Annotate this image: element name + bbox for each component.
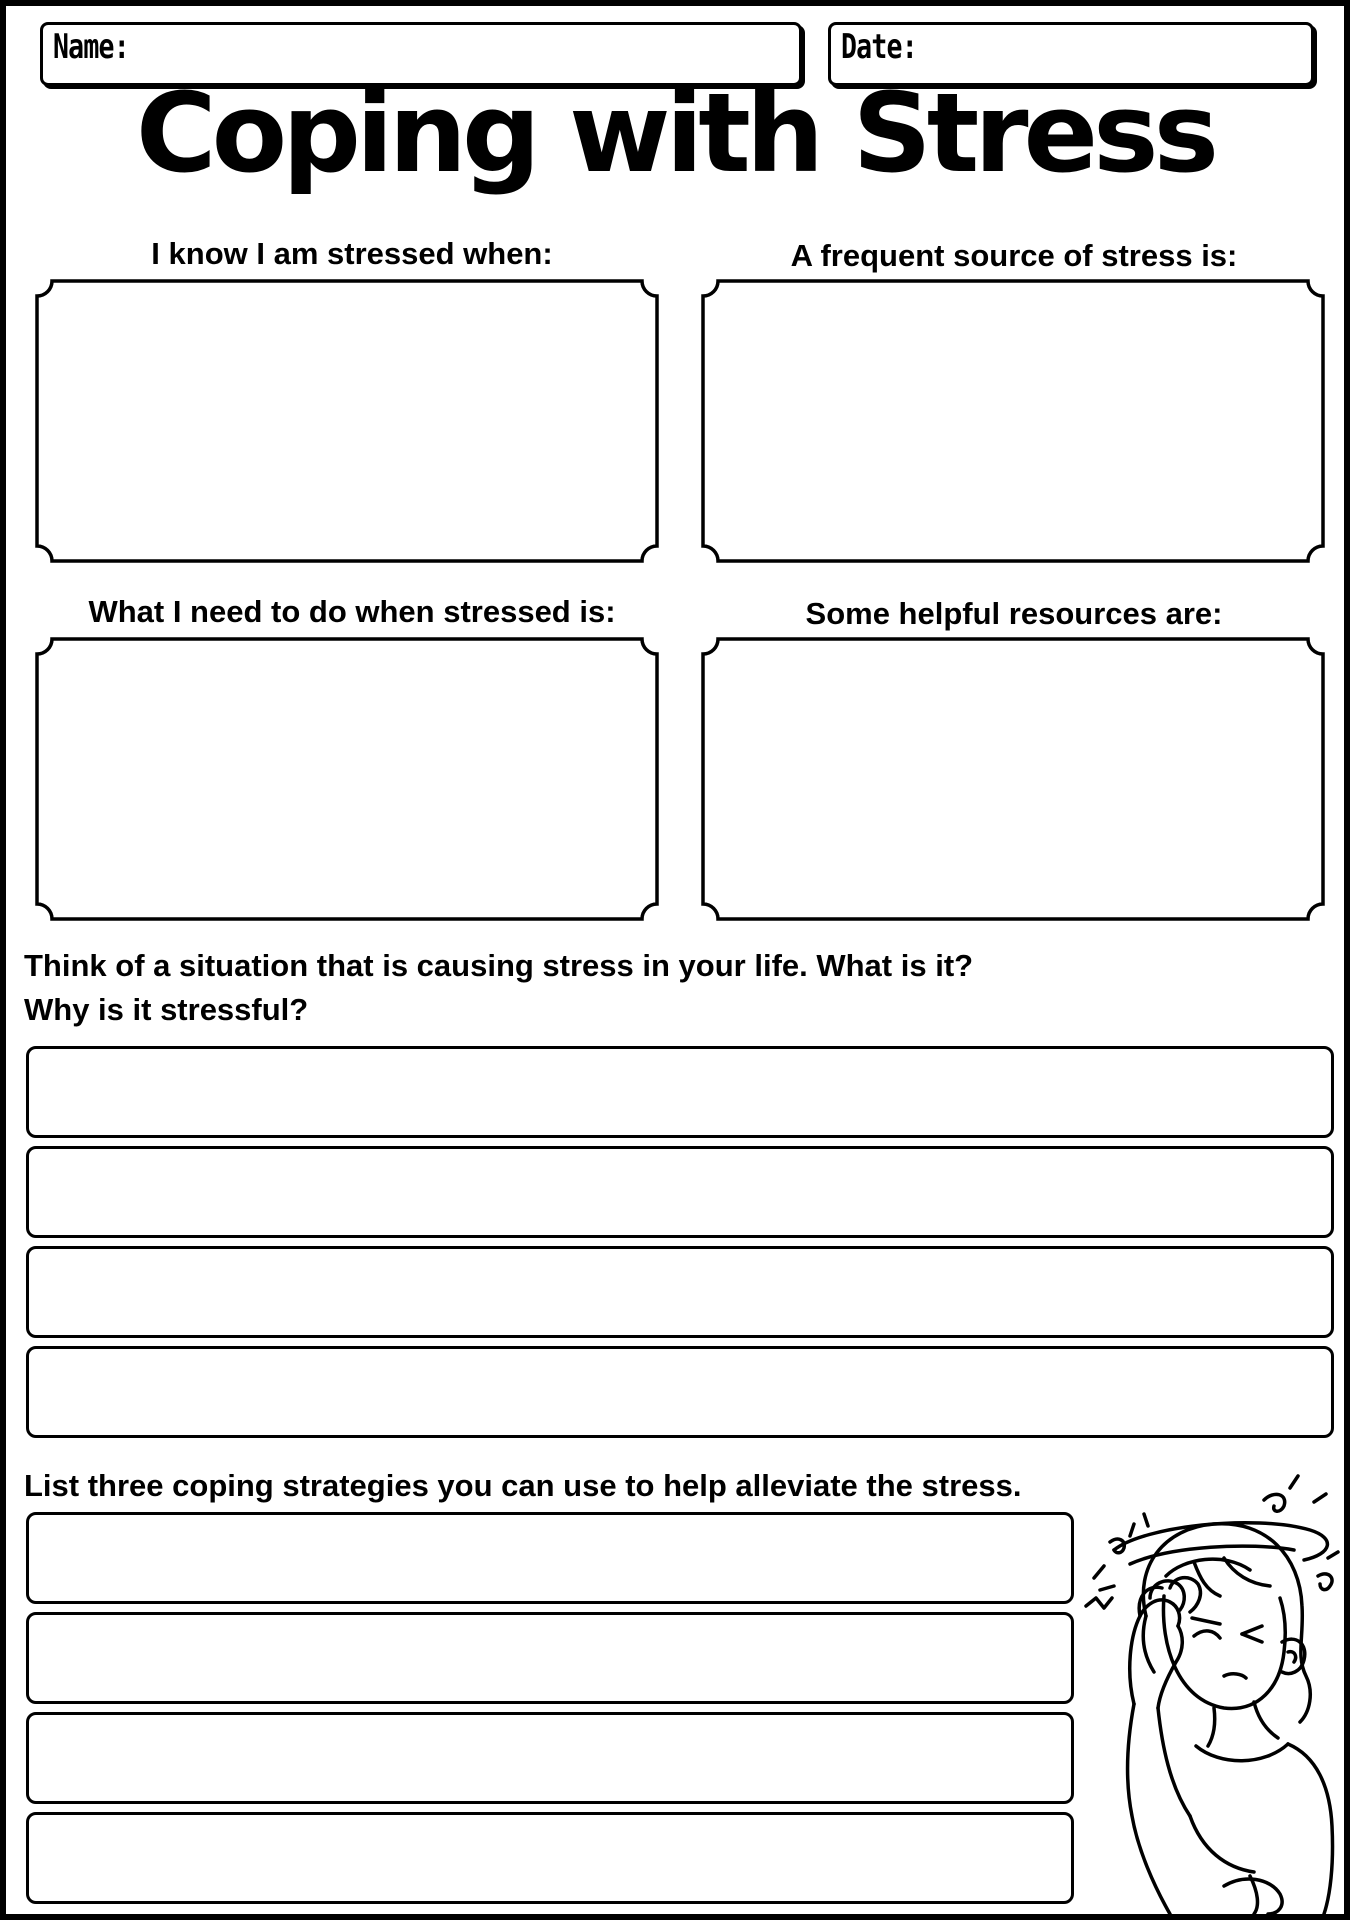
strategy-answer-line[interactable] bbox=[26, 1812, 1074, 1904]
answer-box-helpful-resources[interactable] bbox=[700, 636, 1326, 922]
situation-prompt bbox=[24, 944, 973, 1032]
answer-box-need-to-do[interactable] bbox=[34, 636, 660, 922]
situation-answer-line[interactable] bbox=[26, 1146, 1334, 1238]
answer-box-frequent-source[interactable] bbox=[700, 278, 1326, 564]
page-title: Coping with Stress bbox=[135, 69, 1215, 197]
strategy-answer-line[interactable] bbox=[26, 1712, 1074, 1804]
situation-answer-line[interactable] bbox=[26, 1246, 1334, 1338]
stressed-girl-icon bbox=[1074, 1466, 1344, 1918]
situation-answer-line[interactable] bbox=[26, 1046, 1334, 1138]
strategy-answer-line[interactable] bbox=[26, 1612, 1074, 1704]
label-helpful-resources: Some helpful resources are: bbox=[805, 596, 1223, 631]
label-stressed-when: I know I am stressed when: bbox=[151, 236, 553, 271]
situation-prompt-line2: Why is it stressful? bbox=[24, 992, 309, 1027]
situation-answer-line[interactable] bbox=[26, 1346, 1334, 1438]
strategy-answer-line[interactable] bbox=[26, 1512, 1074, 1604]
strategies-prompt: List three coping strategies you can use to help alleviate the stress. bbox=[24, 1468, 1022, 1503]
label-need-to-do: What I need to do when stressed is: bbox=[88, 594, 616, 629]
label-frequent-source: A frequent source of stress is: bbox=[790, 238, 1238, 273]
date-label: Date: bbox=[841, 27, 917, 67]
name-label: Name: bbox=[53, 27, 129, 67]
situation-prompt-line1: Think of a situation that is causing stress in your life. What is it? bbox=[24, 948, 974, 983]
answer-box-stressed-when[interactable] bbox=[34, 278, 660, 564]
